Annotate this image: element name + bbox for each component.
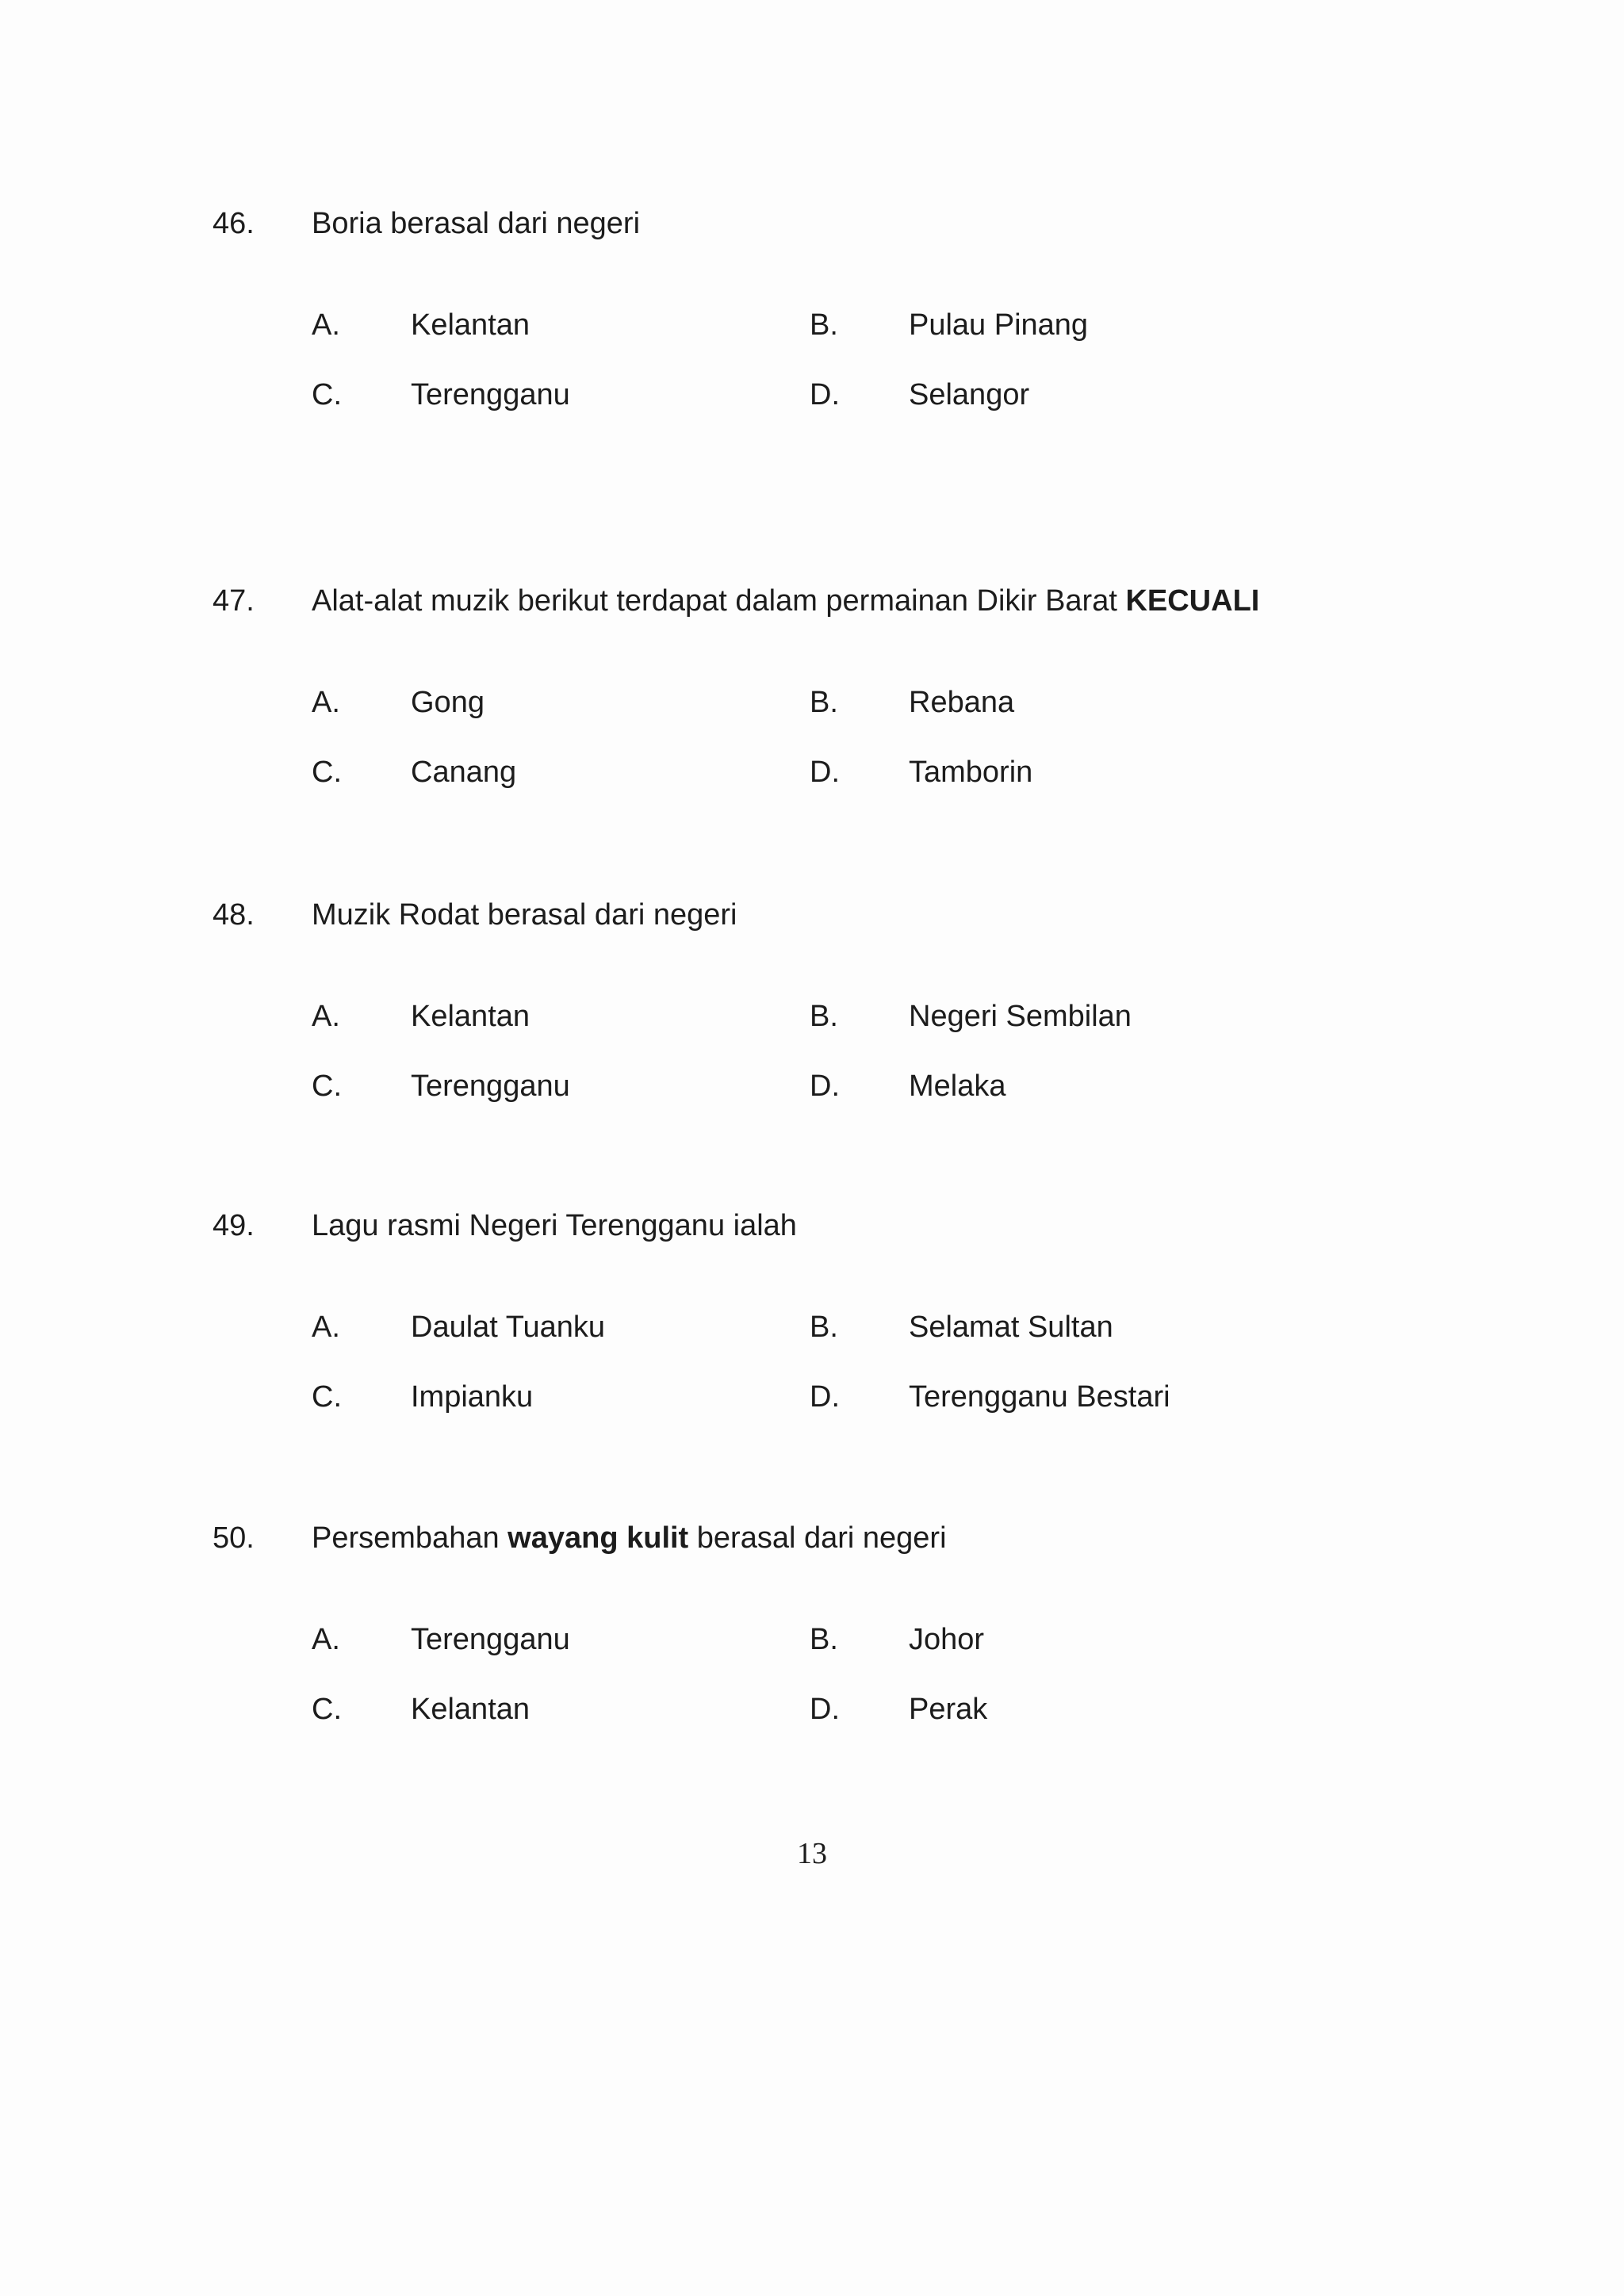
question-number: 49. xyxy=(213,1209,255,1242)
question-stem xyxy=(213,1516,1386,1560)
question-text: Muzik Rodat berasal dari negeri xyxy=(312,898,737,932)
question-number: 46. xyxy=(213,207,255,240)
question-text: Boria berasal dari negeri xyxy=(312,207,641,240)
question-text: Persembahan wayang kulit berasal dari negeri xyxy=(312,1521,947,1555)
question-stem xyxy=(213,1203,1386,1248)
question-number: 50. xyxy=(213,1521,255,1555)
question-stem xyxy=(213,579,1386,623)
question-number: 47. xyxy=(213,584,255,618)
question-48: 48. Muzik Rodat berasal dari negeri A. Kelantan B. Negeri Sembilan C. Terengganu D. Melaka xyxy=(213,893,1386,937)
question-number: 48. xyxy=(213,898,255,932)
question-stem xyxy=(213,893,1386,937)
question-47: 47. Alat-alat muzik berikut terdapat dalam permainan Dikir Barat KECUALI A. Gong B. Rebana C. Canang D. Tamborin xyxy=(213,579,1386,623)
question-stem xyxy=(213,201,1386,246)
question-46: 46. Boria berasal dari negeri A. Kelantan B. Pulau Pinang C. Terengganu D. Selangor xyxy=(213,201,1386,246)
question-50: 50. Persembahan wayang kulit berasal dari negeri A. Terengganu B. Johor C. Kelantan D. Perak xyxy=(213,1516,1386,1560)
question-text: Alat-alat muzik berikut terdapat dalam permainan Dikir Barat KECUALI xyxy=(312,584,1260,618)
question-text: Lagu rasmi Negeri Terengganu ialah xyxy=(312,1209,797,1242)
page-number: 13 xyxy=(797,1837,827,1870)
question-49: 49. Lagu rasmi Negeri Terengganu ialah A. Daulat Tuanku B. Selamat Sultan C. Impianku D. Terengganu Bestari xyxy=(213,1203,1386,1248)
